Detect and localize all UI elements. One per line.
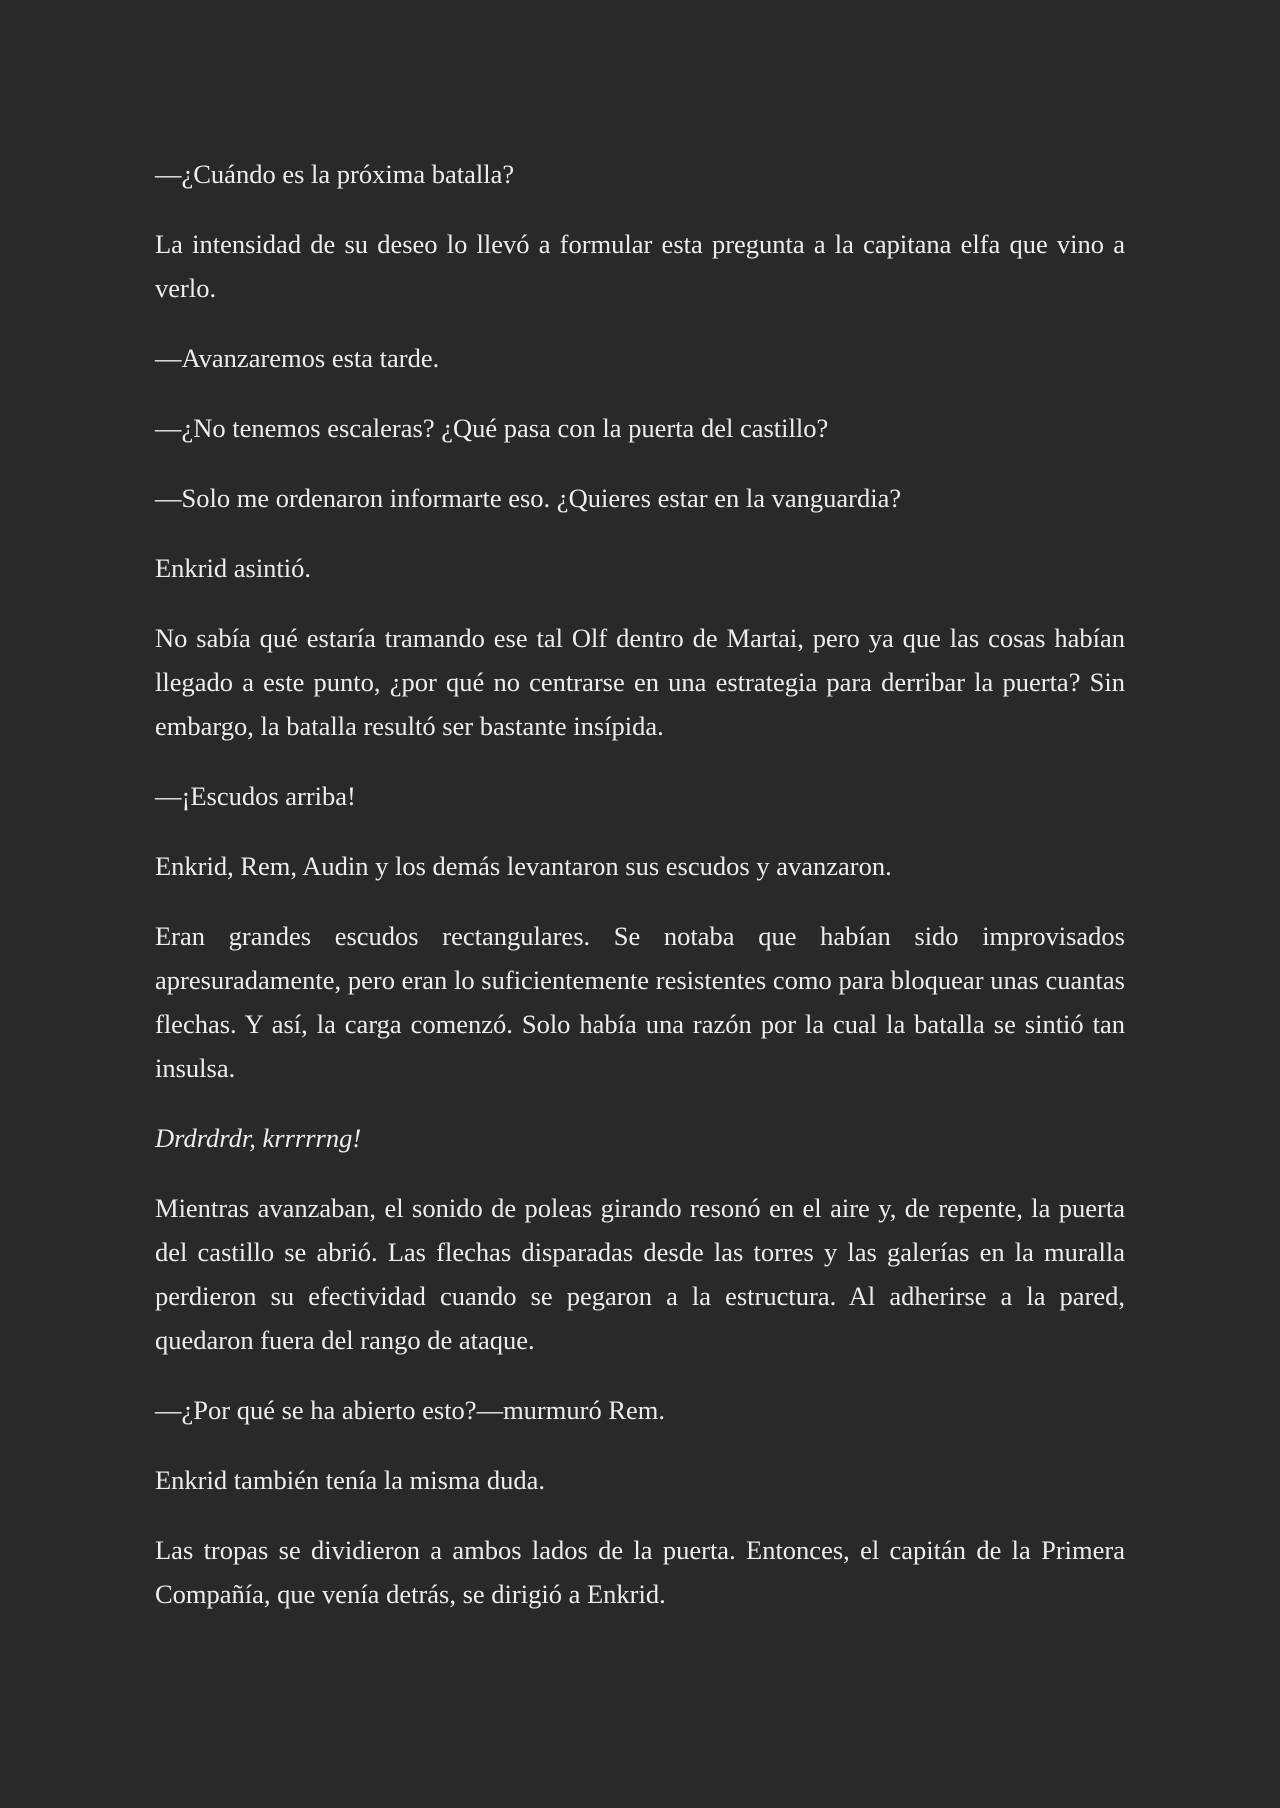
paragraph-5: —Solo me ordenaron informarte eso. ¿Quieres estar en la vanguardia? (155, 483, 902, 513)
paragraph-14: Enkrid también tenía la misma duda. (155, 1465, 546, 1495)
paragraph-2: La intensidad de su deseo lo llevó a formular esta pregunta a la capitana elfa que vino a verlo. (155, 229, 1125, 303)
paragraph-4: —¿No tenemos escaleras? ¿Qué pasa con la puerta del castillo? (155, 413, 829, 443)
paragraph-11-sound-effect: Drdrdrdr, krrrrrng! (155, 1123, 362, 1153)
paragraph-9: Enkrid, Rem, Audin y los demás levantaron sus escudos y avanzaron. (155, 851, 892, 881)
paragraph-3: —Avanzaremos esta tarde. (155, 343, 440, 373)
paragraph-7: No sabía qué estaría tramando ese tal Olf dentro de Martai, pero ya que las cosas habían llegado a este punto, ¿por qué no centrarse en una estrategia para derribar la puerta? Sin embargo, la batalla resultó ser bastante insípida. (155, 623, 1125, 741)
chapter-text (155, 152, 1125, 1616)
paragraph-13: —¿Por qué se ha abierto esto?—murmuró Rem. (155, 1395, 665, 1425)
paragraph-10: Eran grandes escudos rectangulares. Se notaba que habían sido improvisados apresuradamente, pero eran lo suficientemente resistentes como para bloquear unas cuantas flechas. Y así, la carga comenzó. Solo había una razón por la cual la batalla se sintió tan insulsa. (155, 921, 1125, 1083)
paragraph-6: Enkrid asintió. (155, 553, 312, 583)
paragraph-8: —¡Escudos arriba! (155, 781, 356, 811)
paragraph-1: —¿Cuándo es la próxima batalla? (155, 159, 515, 189)
paragraph-12: Mientras avanzaban, el sonido de poleas girando resonó en el aire y, de repente, la puerta del castillo se abrió. Las flechas disparadas desde las torres y las galerías en la muralla perdieron su efectividad cuando se pegaron a la estructura. Al adherirse a la pared, quedaron fuera del rango de ataque. (155, 1193, 1125, 1355)
paragraph-15: Las tropas se dividieron a ambos lados de la puerta. Entonces, el capitán de la Primera Compañía, que venía detrás, se dirigió a Enkrid. (155, 1535, 1125, 1609)
